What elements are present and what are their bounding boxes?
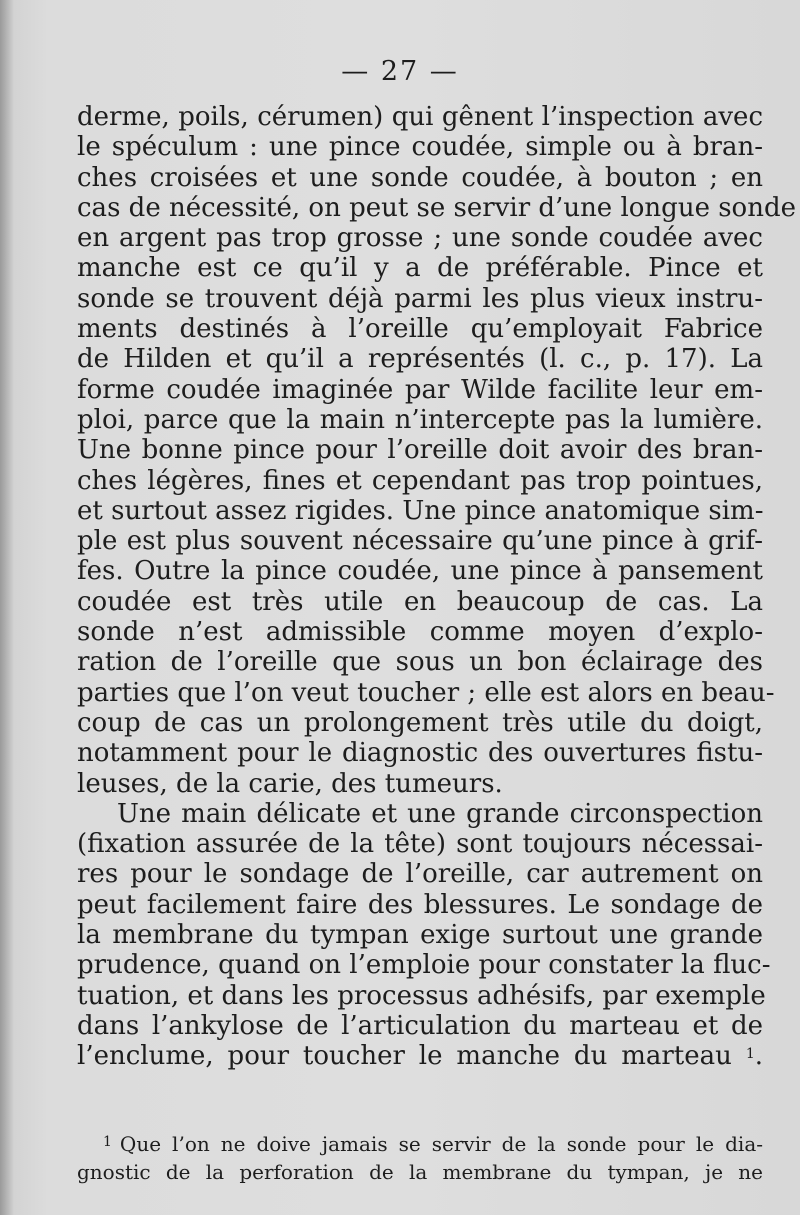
text-line: prudence, quand on l’emploie pour constater la fluc- (77, 950, 771, 981)
text-line: cas de nécessité, on peut se servir d’une longue sonde (77, 192, 796, 223)
text-line-with-footnote-ref: l’enclume, pour toucher le manche du marteau $^1$. (77, 1041, 763, 1072)
body-text (77, 102, 796, 1072)
text-line: la membrane du tympan exige surtout une grande (77, 920, 763, 951)
text-line: ches légères, fines et cependant pas trop pointues, (77, 465, 763, 496)
text-line: et surtout assez rigides. Une pince anatomique sim- (77, 495, 764, 526)
text-line: forme coudée imaginée par Wilde facilite leur em- (77, 374, 763, 405)
text-line: ple est plus souvent nécessaire qu’une pince à grif- (77, 526, 763, 557)
text-line: ments destinés à l’oreille qu’employait Fabrice (77, 314, 763, 345)
page-number: — 27 — (341, 56, 459, 87)
text-line: ploi, parce que la main n’intercepte pas la lumière. (77, 404, 763, 435)
text-line: leuses, de la carie, des tumeurs. (77, 768, 503, 799)
footnote-reference[interactable]: 1 (745, 1046, 755, 1063)
text-line: (fixation assurée de la tête) sont toujours nécessai- (77, 829, 763, 860)
text-line: notamment pour le diagnostic des ouvertures fistu- (77, 738, 763, 769)
footnote (77, 1130, 763, 1186)
text-line: coup de cas un prolongement très utile du doigt, (77, 707, 763, 738)
text-line: res pour le sondage de l’oreille, car autrement on (77, 859, 763, 890)
text-line: de Hilden et qu’il a représentés (l. c., p. 17). La (77, 344, 763, 375)
text-line: Une main délicate et une grande circonspection (117, 798, 763, 829)
text-line: tuation, et dans les processus adhésifs, par exemple (77, 980, 766, 1011)
text-line: sonde se trouvent déjà parmi les plus vieux instru- (77, 283, 763, 314)
footnote-line (77, 1130, 763, 1158)
footnote-marker: 1 (103, 1134, 112, 1150)
text-line: en argent pas trop grosse ; une sonde coudée avec (77, 223, 763, 254)
text-line: parties que l’on veut toucher ; elle est alors en beau- (77, 677, 775, 708)
text-line: dans l’ankylose de l’articulation du marteau et de (77, 1010, 763, 1041)
text-line: Une bonne pince pour l’oreille doit avoir des bran- (77, 435, 763, 466)
text-line: sonde n’est admissible comme moyen d’explo- (77, 617, 763, 648)
text-line: ches croisées et une sonde coudée, à bouton ; en (77, 162, 763, 193)
text-line: coudée est très utile en beaucoup de cas. La (77, 586, 763, 617)
text-line: le spéculum : une pince coudée, simple ou à bran- (77, 132, 763, 163)
text-line: manche est ce qu’il y a de préférable. Pince et (77, 253, 763, 284)
text-line-content: l’enclume, pour toucher le manche du marteau (77, 1041, 732, 1072)
text-line: peut facilement faire des blessures. Le sondage de (77, 889, 763, 920)
footnote-line: gnostic de la perforation de la membrane du tympan, je ne (77, 1160, 763, 1184)
text-line: derme, poils, cérumen) qui gênent l’inspection avec (77, 102, 763, 132)
text-line: fes. Outre la pince coudée, une pince à pansement (77, 556, 763, 587)
text-line: ration de l’oreille que sous un bon éclairage des (77, 647, 763, 678)
footnote-text: Que l’on ne doive jamais se servir de la sonde pour le dia- (119, 1132, 763, 1156)
page-edge-shadow (0, 0, 14, 1215)
